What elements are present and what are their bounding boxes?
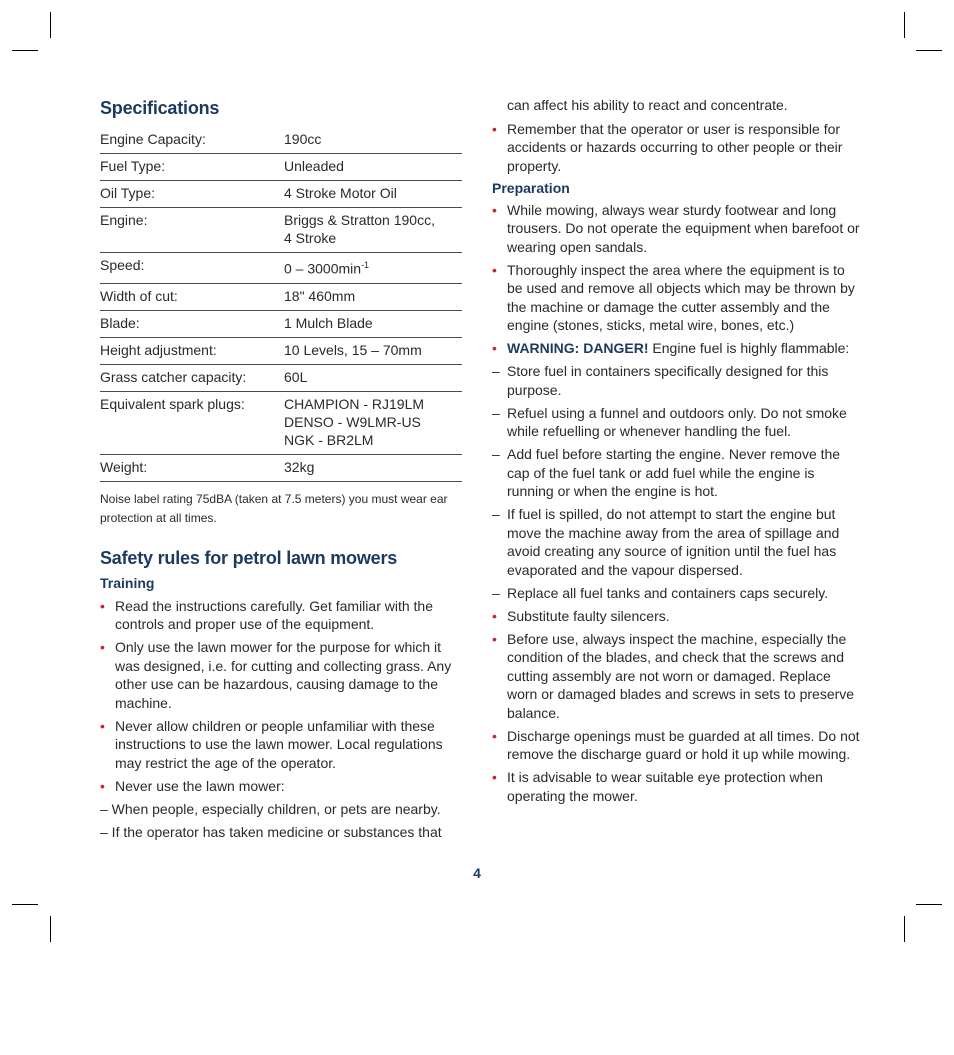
spec-value-line: 60L: [284, 368, 308, 385]
spec-label: Width of cut:: [100, 283, 284, 310]
spec-value-line: DENSO - W9LMR-US: [284, 413, 421, 430]
spec-value-line: Unleaded: [284, 158, 344, 174]
list-item-text: Remember that the operator or user is responsible for accidents or hazards occurring to other people or their property.: [507, 120, 843, 174]
crop-mark-bottom-left-horizontal: [12, 904, 38, 905]
list-item: [492, 607, 862, 626]
list-item: [100, 638, 462, 712]
spec-value: [284, 310, 462, 337]
list-item: [492, 505, 862, 579]
spec-value: [284, 283, 462, 310]
spec-value-line: 1 Mulch Blade: [284, 314, 373, 331]
crop-mark-top-left-horizontal: [12, 50, 38, 51]
bullet-marker: •: [492, 201, 497, 218]
fuel-dash-list: [492, 362, 862, 602]
bullet-marker: •: [100, 639, 105, 656]
list-item: [492, 261, 862, 335]
crop-mark-bottom-right-vertical: [904, 916, 905, 942]
list-item: [100, 777, 462, 796]
spec-row: [100, 253, 462, 284]
spec-row: [100, 154, 462, 181]
spec-value-line: 32kg: [284, 458, 315, 475]
list-item-text: Store fuel in containers specifically designed for this purpose.: [507, 363, 829, 398]
spec-value-line: 190cc: [284, 131, 322, 147]
list-item-text: Only use the lawn mower for the purpose for which it was designed, i.e. for cutting and collecting grass. Any other use can be hazardous, causing damage to the machine.: [115, 639, 452, 711]
list-item: [492, 727, 862, 764]
list-item-text: Thoroughly inspect the area where the equipment is to be used and remove all objects which may be thrown by the machine or damage the cutter assembly and the engine (stones, sticks, metal wire, bones, etc.): [507, 261, 855, 333]
bullet-marker: •: [492, 120, 497, 137]
bullet-marker: –: [492, 584, 500, 601]
bullet-marker: –: [492, 446, 500, 462]
spec-row: [100, 181, 462, 208]
crop-mark-top-right-vertical: [904, 12, 905, 38]
spec-row: [100, 283, 462, 310]
noise-note: Noise label rating 75dBA (taken at 7.5 meters) you must wear ear protection at all times.: [100, 491, 448, 525]
bullet-marker: •: [100, 597, 105, 614]
bullet-marker: •: [492, 340, 497, 356]
training-heading: Training: [100, 574, 155, 591]
dash-item: – If the operator has taken medicine or substances that: [100, 823, 442, 840]
training-dash-list: [100, 800, 462, 842]
warning-item: [492, 339, 862, 358]
spec-value-line: Briggs & Stratton 190cc,: [284, 212, 435, 228]
warning-list: [492, 339, 862, 358]
spec-value: [284, 154, 462, 181]
list-item: [492, 120, 862, 176]
spec-label: Grass catcher capacity:: [100, 364, 284, 391]
spec-label: Speed:: [100, 253, 284, 284]
safety-heading: Safety rules for petrol lawn mowers: [100, 547, 398, 568]
bullet-marker: •: [492, 261, 497, 278]
crop-mark-top-right-horizontal: [916, 50, 942, 51]
spec-label: Engine Capacity:: [100, 127, 284, 154]
list-item-text: Refuel using a funnel and outdoors only. Do not smoke while refuelling or whenever handling the fuel.: [507, 404, 847, 439]
list-item-text: If fuel is spilled, do not attempt to start the engine but move the machine away from the area of spillage and avoid creating any source of ignition until the fuel has evaporated and the vapour dispersed.: [507, 506, 840, 578]
warning-label: WARNING: DANGER!: [507, 340, 649, 356]
page-number: 4: [473, 865, 481, 881]
bullet-marker: •: [492, 630, 497, 647]
list-item-text: Before use, always inspect the machine, especially the condition of the blades, and check that the screws and cutting assembly are not worn or damaged. Replace worn or damaged blades and screws in sets to preserve balance.: [507, 630, 855, 721]
warning-text: Engine fuel is highly flammable:: [648, 340, 850, 356]
bullet-marker: •: [492, 607, 497, 624]
spec-row: [100, 364, 462, 391]
crop-mark-bottom-left-vertical: [50, 916, 51, 942]
list-item: [100, 597, 462, 634]
training-list: [100, 597, 462, 796]
bullet-marker: •: [100, 717, 105, 734]
crop-mark-top-left-vertical: [50, 12, 51, 38]
list-item: [492, 584, 862, 603]
bullet-marker: •: [492, 727, 497, 744]
crop-mark-bottom-right-horizontal: [916, 904, 942, 905]
list-item: [492, 445, 862, 501]
spec-value-line: CHAMPION - RJ19LM: [284, 395, 425, 412]
list-item-text: It is advisable to wear suitable eye protection when operating the mower.: [507, 769, 823, 804]
final-bullet-list: [492, 607, 862, 806]
specifications-table: [100, 127, 462, 482]
left-column: [100, 98, 462, 846]
list-item: [492, 768, 862, 805]
list-item-text: Substitute faulty silencers.: [507, 607, 670, 624]
spec-label: Weight:: [100, 454, 284, 481]
spec-label: Engine:: [100, 208, 284, 253]
list-item-text: While mowing, always wear sturdy footwear and long trousers. Do not operate the equipment when barefoot or wearing open sandals.: [507, 201, 860, 255]
list-item: [492, 201, 862, 257]
spec-row: [100, 127, 462, 154]
spec-row: [100, 337, 462, 364]
bullet-marker: –: [492, 506, 500, 522]
list-item-text: Add fuel before starting the engine. Never remove the cap of the fuel tank or add fuel while the engine is running or when the engine is hot.: [507, 446, 841, 499]
list-item-text: Read the instructions carefully. Get familiar with the controls and proper use of the equipment.: [115, 597, 433, 633]
bullet-marker: –: [492, 404, 500, 421]
spec-value-superscript: -1: [361, 260, 370, 270]
list-item: [100, 717, 462, 773]
responsibility-list: [492, 120, 862, 176]
specifications-heading: Specifications: [100, 98, 220, 118]
spec-value-line: 18" 460mm: [284, 287, 356, 304]
spec-row: [100, 454, 462, 481]
spec-value: [284, 391, 462, 454]
list-item-text: Discharge openings must be guarded at all times. Do not remove the discharge guard or hold it up while mowing.: [507, 727, 860, 762]
spec-label: Fuel Type:: [100, 154, 284, 181]
list-item: [492, 630, 862, 723]
spec-value-line: 4 Stroke: [284, 230, 337, 246]
preparation-list: [492, 201, 862, 335]
bullet-marker: •: [100, 777, 105, 794]
continuation-text: can affect his ability to react and concentrate.: [507, 97, 788, 113]
spec-row: [100, 391, 462, 454]
bullet-marker: –: [492, 363, 500, 379]
spec-label: Blade:: [100, 310, 284, 337]
preparation-heading: Preparation: [492, 179, 570, 196]
list-item-text: Never allow children or people unfamiliar with these instructions to use the lawn mower. Local regulations may restrict the age of the operator.: [115, 717, 443, 771]
list-item-text: Never use the lawn mower:: [115, 777, 285, 794]
right-column: [492, 96, 862, 810]
spec-value: [284, 181, 462, 208]
spec-value: [284, 454, 462, 481]
dash-item: – When people, especially children, or pets are nearby.: [100, 800, 441, 817]
list-item-text: Replace all fuel tanks and containers caps securely.: [507, 584, 829, 601]
spec-value: [284, 337, 462, 364]
spec-value: [284, 253, 462, 284]
spec-value-line: 4 Stroke Motor Oil: [284, 185, 397, 201]
list-item: [492, 404, 862, 441]
spec-value-line: 10 Levels, 15 – 70mm: [284, 341, 422, 358]
spec-label: Height adjustment:: [100, 337, 284, 364]
spec-value-line: NGK - BR2LM: [284, 431, 374, 448]
spec-label: Oil Type:: [100, 181, 284, 208]
spec-row: [100, 208, 462, 253]
spec-value: [284, 127, 462, 154]
spec-label: Equivalent spark plugs:: [100, 391, 284, 454]
spec-value: [284, 208, 462, 253]
bullet-marker: •: [492, 769, 497, 785]
spec-value-line: 0 – 3000min: [284, 260, 362, 277]
spec-row: [100, 310, 462, 337]
spec-value: [284, 364, 462, 391]
list-item: [492, 362, 862, 399]
